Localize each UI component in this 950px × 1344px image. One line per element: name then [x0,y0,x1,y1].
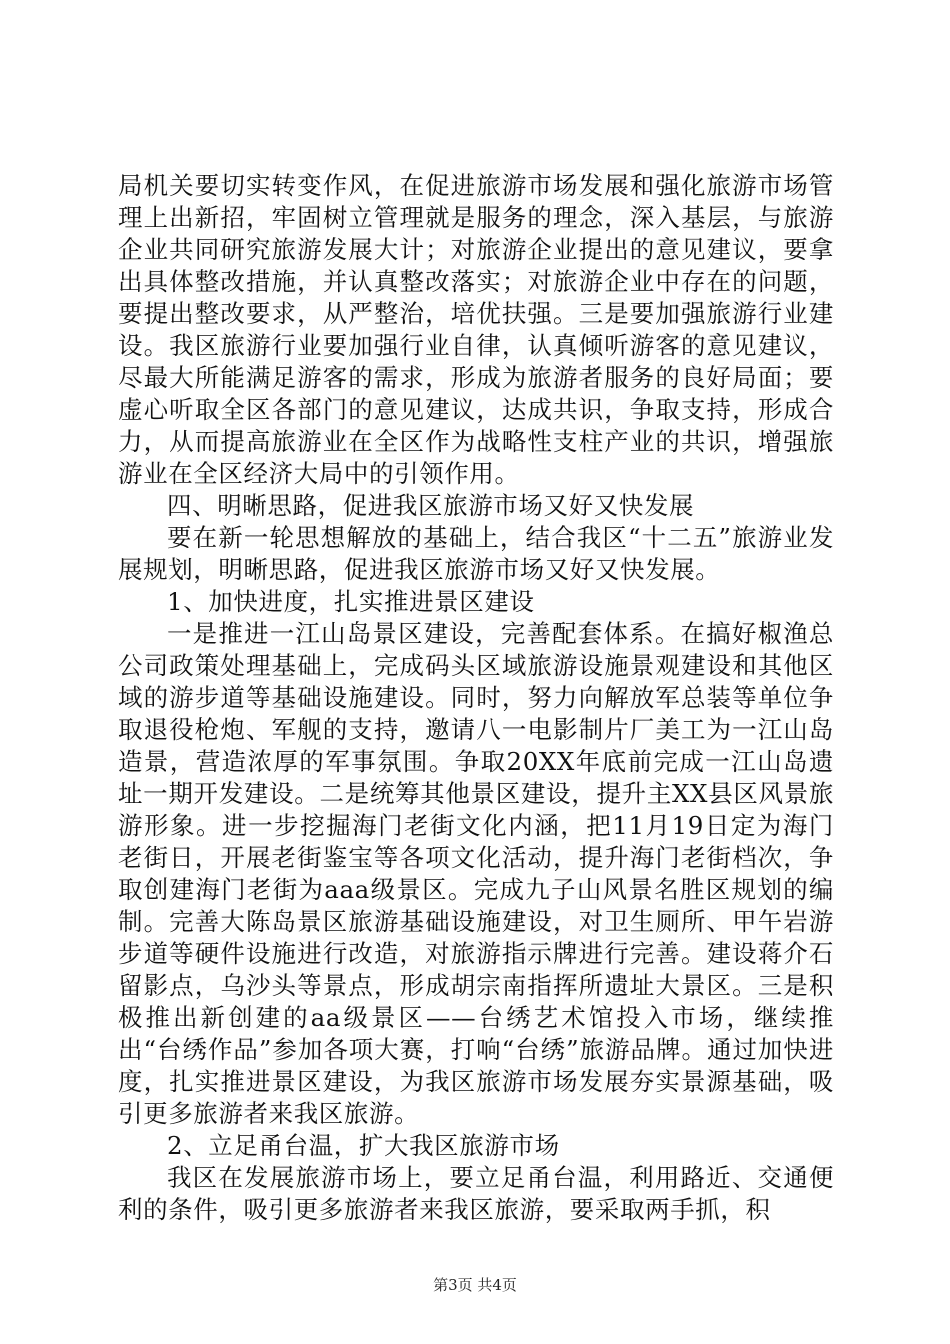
section-heading-four: 四、明晰思路，促进我区旅游市场又好又快发展 [167,491,695,520]
subheading-one: 1、加快进度，扎实推进景区建设 [167,587,535,616]
subheading-two: 2、立足甬台温，扩大我区旅游市场 [167,1131,560,1160]
document-body [118,170,834,1226]
page-footer: 第3页 共4页 [433,1276,517,1294]
paragraph-intro: 要在新一轮思想解放的基础上，结合我区“十二五”旅游业发展规划，明晰思路，促进我区旅游市场又好又快发展。 [118,523,834,584]
paragraph-continued: 局机关要切实转变作风，在促进旅游市场发展和强化旅游市场管理上出新招，牢固树立管理就是服务的理念，深入基层，与旅游企业共同研究旅游发展大计；对旅游企业提出的意见建议，要拿出具体整改措施，并认真整改落实；对旅游企业中存在的问题，要提出整改要求，从严整治，培优扶强。三是要加强旅游行业建设。我区旅游行业要加强行业自律，认真倾听游客的意见建议，尽最大所能满足游客的需求，形成为旅游者服务的良好局面；要虚心听取全区各部门的意见建议，达成共识，争取支持，形成合力，从而提高旅游业在全区作为战略性支柱产业的共识，增强旅游业在全区经济大局中的引领作用。 [118,171,834,488]
paragraph-scenic-construction: 一是推进一江山岛景区建设，完善配套体系。在搞好椒渔总公司政策处理基础上，完成码头区域旅游设施景观建设和其他区域的游步道等基础设施建设。同时，努力向解放军总装等单位争取退役枪炮、军舰的支持，邀请八一电影制片厂美工为一江山岛造景，营造浓厚的军事氛围。争取20XX年底前完成一江山岛遗址一期开发建设。二是统筹其他景区建设，提升主XX县区风景旅游形象。进一步挖掘海门老街文化内涵，把11月19日定为海门老街日，开展老街鉴宝等各项文化活动，提升海门老街档次，争取创建海门老街为aaa级景区。完成九子山风景名胜区规划的编制。完善大陈岛景区旅游基础设施建设，对卫生厕所、甲午岩游步道等硬件设施进行改造，对旅游指示牌进行完善。建设蒋介石留影点，乌沙头等景点，形成胡宗南指挥所遗址大景区。三是积极推出新创建的aa级景区——台绣艺术馆投入市场，继续推出“台绣作品”参加各项大赛，打响“台绣”旅游品牌。通过加快进度，扎实推进景区建设，为我区旅游市场发展夯实景源基础，吸引更多旅游者来我区旅游。 [118,619,834,1128]
paragraph-market-expansion: 我区在发展旅游市场上，要立足甬台温，利用路近、交通便利的条件，吸引更多旅游者来我区旅游，要采取两手抓，积 [118,1163,834,1224]
